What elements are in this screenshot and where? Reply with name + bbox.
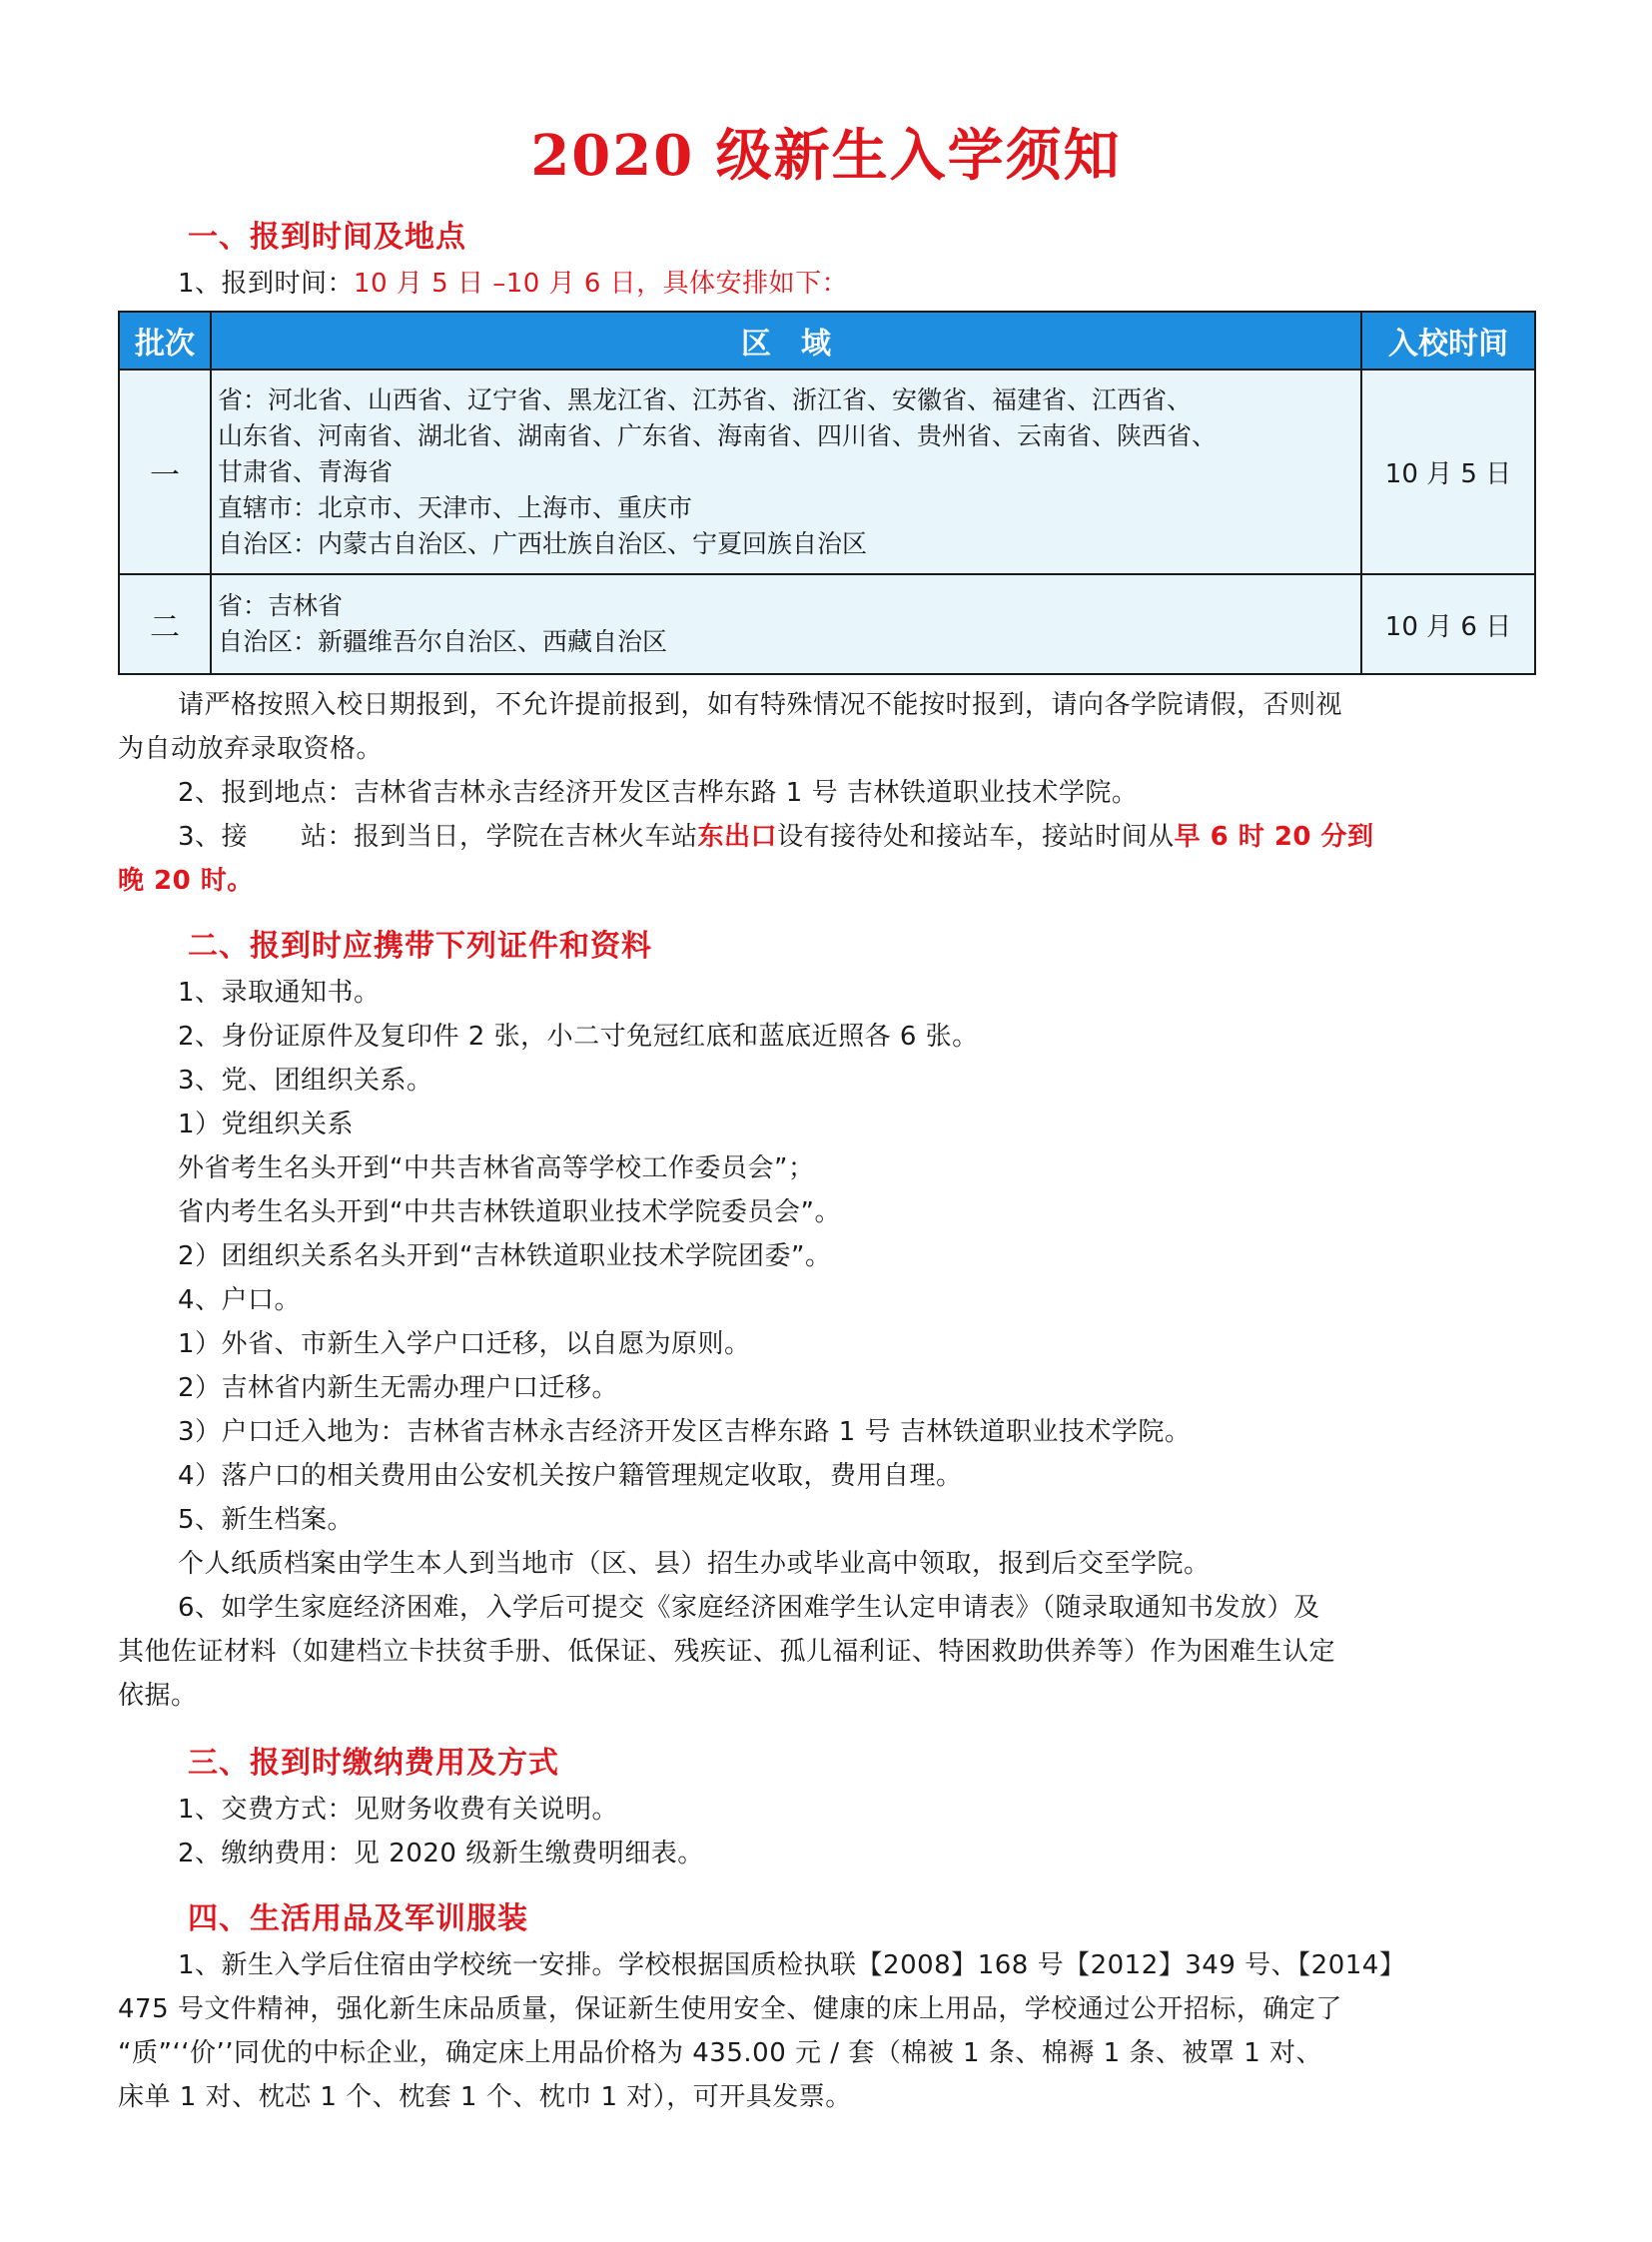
- batch-cell: 一: [119, 370, 211, 574]
- report-time-label: 1、报到时间：: [178, 269, 355, 299]
- region-cell: [211, 574, 1361, 674]
- list-item: 2、身份证原件及复印件 2 张，小二寸免冠红底和蓝底近照各 6 张。: [178, 1022, 979, 1052]
- region-line: 自治区：新疆维吾尔自治区、西藏自治区: [218, 627, 668, 656]
- section-2-heading: 二、报到时应携带下列证件和资料: [188, 929, 652, 964]
- pickup-exit: 东出口: [697, 822, 778, 852]
- list-item: 依据。: [118, 1681, 198, 1711]
- list-item: 6、如学生家庭经济困难，入学后可提交《家庭经济困难学生认定申请表》（随录取通知书发放）及: [178, 1593, 1320, 1623]
- page-title: 2020 级新生入学须知: [530, 123, 1122, 189]
- list-item: 3、党、团组织关系。: [178, 1066, 433, 1096]
- list-item: 1、交费方式：见财务收费有关说明。: [178, 1795, 619, 1825]
- list-item: 1、录取通知书。: [178, 978, 381, 1008]
- report-time: [178, 262, 848, 306]
- time-cell: 10 月 5 日: [1361, 370, 1535, 574]
- list-item: 1）外省、市新生入学户口迁移，以自愿为原则。: [178, 1329, 751, 1359]
- list-item: 475 号文件精神，强化新生床品质量，保证新生使用安全、健康的床上用品，学校通过公开招标，确定了: [118, 1994, 1342, 2024]
- list-item: 1、新生入学后住宿由学校统一安排。学校根据国质检执联【2008】168 号【2012】349 号、【2014】: [178, 1950, 1406, 1980]
- pickup-time-start: 早 6 时 20 分到: [1174, 822, 1374, 852]
- notice-line: 请严格按照入校日期报到，不允许提前报到，如有特殊情况不能按时报到，请向各学院请假，否则视: [178, 690, 1343, 720]
- section-4-heading: 四、生活用品及军训服装: [188, 1901, 528, 1936]
- list-item: 4）落户口的相关费用由公安机关按户籍管理规定收取，费用自理。: [178, 1461, 963, 1491]
- report-location: 2、报到地点：吉林省吉林永吉经济开发区吉桦东路 1 号 吉林铁道职业技术学院。: [178, 778, 1139, 808]
- table-row: [119, 574, 1535, 674]
- region-line: 山东省、河南省、湖北省、湖南省、广东省、海南省、四川省、贵州省、云南省、陕西省、: [218, 420, 1218, 450]
- list-item: 个人纸质档案由学生本人到当地市（区、县）招生办或毕业高中领取，报到后交至学院。: [178, 1549, 1211, 1579]
- list-item: 3）户口迁入地为：吉林省吉林永吉经济开发区吉桦东路 1 号 吉林铁道职业技术学院。: [178, 1417, 1192, 1447]
- list-item: 外省考生名头开到“中共吉林省高等学校工作委员会”；: [178, 1153, 815, 1183]
- list-item: 2）吉林省内新生无需办理户口迁移。: [178, 1373, 619, 1403]
- list-item: 4、户口。: [178, 1285, 302, 1315]
- region-line: 甘肃省、青海省: [218, 456, 394, 486]
- list-item: 2、缴纳费用：见 2020 级新生缴费明细表。: [178, 1839, 704, 1868]
- list-item: 5、新生档案。: [178, 1505, 355, 1535]
- region-cell: [211, 370, 1361, 574]
- pickup-line: [178, 815, 1374, 859]
- header-batch: 批次: [119, 312, 211, 370]
- region-line: 省：吉林省: [218, 591, 344, 620]
- region-line: 省：河北省、山西省、辽宁省、黑龙江省、江苏省、浙江省、安徽省、福建省、江西省、: [218, 384, 1193, 414]
- pickup-time-end: 晚 20 时。: [118, 866, 254, 896]
- report-time-value: 10 月 5 日 –10 月 6 日，具体安排如下：: [354, 269, 849, 299]
- region-line: 直辖市：北京市、天津市、上海市、重庆市: [218, 492, 693, 522]
- pickup-text-a: 3、接 站：报到当日，学院在吉林火车站: [178, 822, 698, 852]
- section-1-heading: 一、报到时间及地点: [188, 220, 466, 255]
- notice-line: 为自动放弃录取资格。: [118, 734, 384, 764]
- time-cell: 10 月 6 日: [1361, 574, 1535, 674]
- pickup-text-b: 设有接待处和接站车，接站时间从: [777, 822, 1175, 852]
- header-time: 入校时间: [1361, 312, 1535, 370]
- schedule-table: [118, 311, 1536, 675]
- section-3-heading: 三、报到时缴纳费用及方式: [188, 1746, 559, 1781]
- list-item: 床单 1 对、枕芯 1 个、枕套 1 个、枕巾 1 对），可开具发票。: [118, 2082, 852, 2112]
- region-line: 自治区：内蒙古自治区、广西壮族自治区、宁夏回族自治区: [218, 528, 868, 558]
- schedule-header-row: [119, 312, 1535, 370]
- table-row: [119, 370, 1535, 574]
- list-item: 1）党组织关系: [178, 1110, 355, 1139]
- header-region: 区 域: [211, 312, 1361, 370]
- list-item: 2）团组织关系名头开到“吉林铁道职业技术学院团委”。: [178, 1241, 832, 1271]
- list-item: “质”‘‘价’’同优的中标企业，确定床上用品价格为 435.00 元 / 套（棉被 1 条、棉褥 1 条、被罩 1 对、: [118, 2038, 1323, 2068]
- batch-cell: 二: [119, 574, 211, 674]
- list-item: 省内考生名头开到“中共吉林铁道职业技术学院委员会”。: [178, 1197, 841, 1227]
- list-item: 其他佐证材料（如建档立卡扶贫手册、低保证、残疾证、孤儿福利证、特困救助供养等）作为困难生认定: [118, 1637, 1336, 1667]
